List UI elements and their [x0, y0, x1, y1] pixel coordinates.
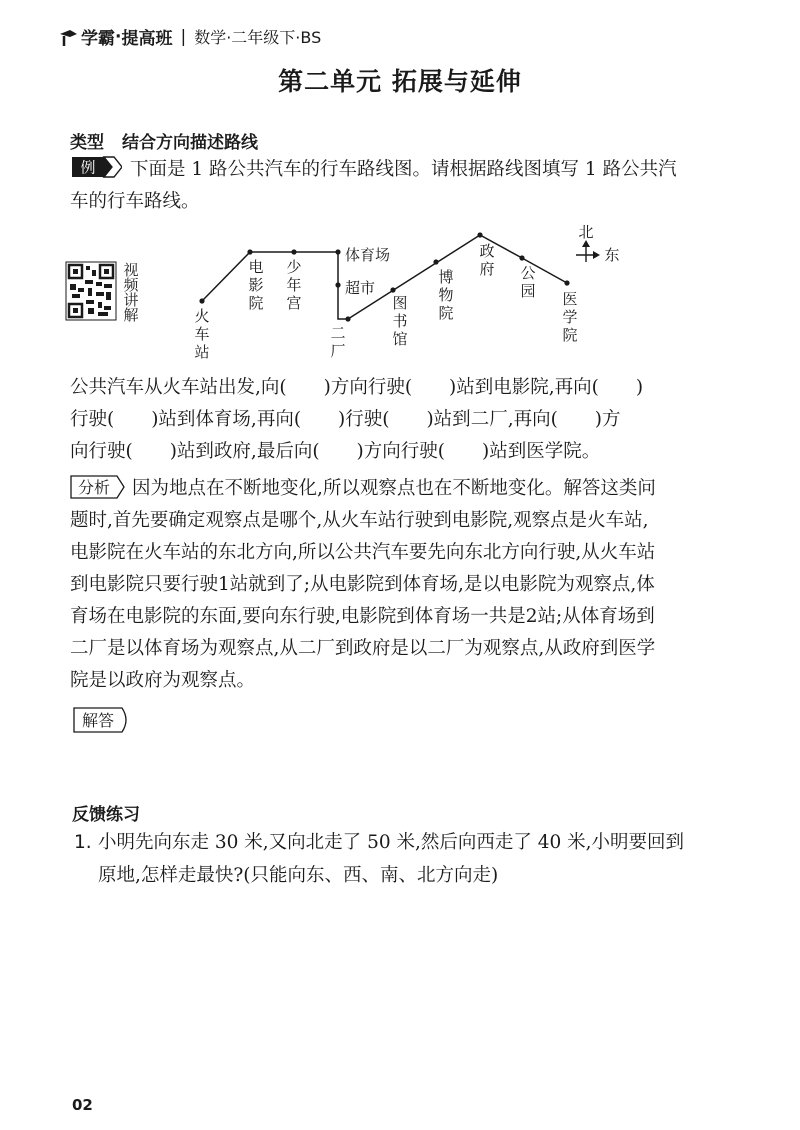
example-question: [70, 154, 735, 218]
stop-label-erchang-2: 厂: [330, 342, 346, 360]
analysis-line-1: 因为地点在不断地变化,所以观察点也在不断地变化。解答这类问: [132, 478, 656, 499]
stop-label-erchang-1: 二: [330, 324, 346, 342]
book-header: [58, 24, 321, 49]
stop-dot-gongyuan: [519, 255, 524, 260]
example-line-1: 下面是 1 路公共汽车的行车路线图。请根据路线图填写 1 路公共汽: [130, 159, 677, 180]
analysis-badge: [70, 475, 126, 499]
stop-dot-erchang: [345, 316, 350, 321]
stop-dot-zhengfu: [477, 232, 482, 237]
stop-label-dianyingyuan-1: 电: [248, 258, 264, 276]
example-badge-label: 例: [80, 158, 96, 177]
stop-label-tiyuchang: 体育场: [345, 246, 391, 264]
analysis-line-6: 二厂是以体育场为观察点,从二厂到政府是以二厂为观察点,从政府到医学: [70, 638, 656, 659]
analysis-badge-label: 分析: [77, 478, 111, 497]
answer-badge-label: 解答: [81, 711, 115, 730]
analysis-line-3: 电影院在火车站的东北方向,所以公共汽车要先向东北方向行驶,从火车站: [70, 542, 656, 563]
type-text: 结合方向描述路线: [122, 133, 258, 153]
stop-label-gongyuan-1: 公: [520, 264, 536, 282]
unit-title: 第二单元 拓展与延伸: [278, 67, 522, 96]
stop-label-huochezhan-1: 火: [194, 307, 210, 325]
stop-dot-bowuyuan: [433, 259, 438, 264]
qr-caption-4: 解: [123, 306, 139, 324]
example-line-2: 车的行车路线。: [70, 191, 200, 212]
qr-caption-3: 讲: [123, 291, 139, 309]
feedback-title: 反馈练习: [72, 805, 140, 825]
stop-label-tushuguan-1: 图: [392, 294, 408, 312]
stop-label-yixueyuan-3: 院: [562, 326, 578, 344]
header-divider: |: [180, 26, 187, 47]
stop-label-yixueyuan-1: 医: [562, 290, 578, 308]
type-label: 类型: [70, 133, 104, 153]
compass-icon: [576, 240, 600, 262]
qr-caption-1: 视: [123, 261, 139, 279]
stop-label-chaoshi: 超市: [345, 279, 376, 297]
stop-dot-yixueyuan: [564, 280, 569, 285]
fill-line-3: 向行驶( )站到政府,最后向( )方向行驶( )站到医学院。: [70, 441, 601, 462]
stop-label-shaonian-gong-1: 少: [286, 258, 302, 276]
q1-line-2: 原地,怎样走最快?(只能向东、西、南、北方向走): [98, 865, 499, 886]
brand-dot: ·: [115, 26, 122, 47]
stop-dot-huochezhan: [199, 298, 204, 303]
bus-route-diagram: [60, 222, 700, 372]
stop-label-yixueyuan-2: 学: [562, 308, 578, 326]
brand-level: 提高班: [121, 29, 173, 49]
subject-grade: 数学·二年级下·BS: [194, 28, 322, 47]
answer-badge: [73, 707, 131, 733]
stop-dot-dianyingyuan: [247, 249, 252, 254]
stop-dot-shaonian-gong: [291, 249, 296, 254]
stop-label-bowuyuan-3: 院: [438, 304, 454, 322]
compass-north-label: 北: [578, 223, 594, 241]
qr-caption-2: 频: [123, 276, 139, 294]
stop-label-zhengfu-1: 政: [479, 242, 495, 260]
example-badge: [70, 156, 122, 178]
analysis-line-5: 育场在电影院的东面,要向东行驶,电影院到体育场一共是2站;从体育场到: [70, 606, 655, 627]
stop-label-tushuguan-2: 书: [392, 312, 408, 330]
stop-label-dianyingyuan-2: 影: [248, 276, 264, 294]
stop-label-zhengfu-2: 府: [479, 260, 495, 278]
stop-label-bowuyuan-1: 博: [438, 268, 454, 286]
stop-label-dianyingyuan-3: 院: [248, 294, 264, 312]
stop-label-bowuyuan-2: 物: [438, 286, 454, 304]
fill-line-2: 行驶( )站到体育场,再向( )行驶( )站到二厂,再向( )方: [70, 409, 621, 430]
stop-label-shaonian-gong-2: 年: [286, 276, 302, 294]
stop-label-huochezhan-3: 站: [194, 343, 210, 361]
compass-east-label: 东: [604, 246, 620, 264]
stop-dot-tushuguan: [390, 287, 395, 292]
page-number: 02: [72, 1096, 93, 1114]
stop-label-tushuguan-3: 馆: [392, 330, 408, 348]
stop-label-shaonian-gong-3: 宫: [286, 294, 302, 312]
stop-label-gongyuan-2: 园: [520, 282, 536, 300]
type-line: [70, 128, 258, 153]
analysis-line-4: 到电影院只要行驶1站就到了;从电影院到体育场,是以电影院为观察点,体: [70, 574, 655, 595]
feedback-question-1: [74, 826, 739, 892]
graduation-cap-icon: [58, 27, 78, 47]
qr-code-icon[interactable]: [66, 262, 116, 320]
analysis-line-7: 院是以政府为观察点。: [70, 670, 256, 691]
stop-label-huochezhan-2: 车: [194, 325, 210, 343]
fill-line-1: 公共汽车从火车站出发,向( )方向行驶( )站到电影院,再向( ): [70, 377, 644, 398]
fill-in-sentence: [70, 372, 735, 468]
brand-name: 学霸: [81, 29, 115, 49]
analysis-paragraph: [70, 473, 735, 697]
stop-dot-chaoshi: [335, 282, 340, 287]
question-number: 1.: [74, 832, 92, 853]
stop-dot-tiyuchang: [335, 249, 340, 254]
analysis-line-2: 题时,首先要确定观察点是哪个,从火车站行驶到电影院,观察点是火车站,: [70, 510, 649, 531]
q1-line-1: 小明先向东走 30 米,又向北走了 50 米,然后向西走了 40 米,小明要回到: [98, 832, 685, 853]
